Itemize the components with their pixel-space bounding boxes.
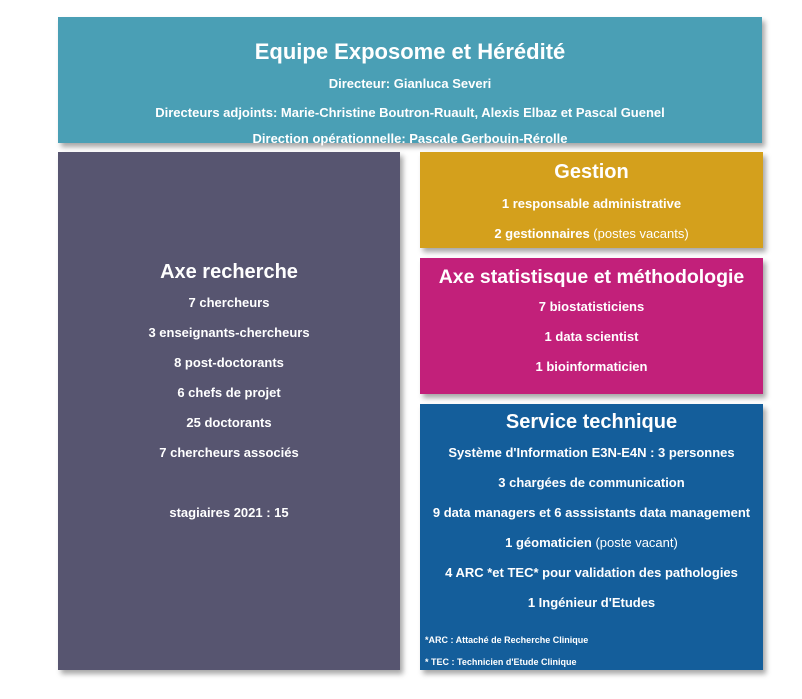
management-line-2-main: 2 gestionnaires [494, 226, 590, 241]
footnote-tec: * TEC : Technicien d'Etude Clinique [425, 657, 577, 667]
geomatician-note: (poste vacant) [591, 535, 678, 550]
research-item: 7 chercheurs [188, 295, 270, 310]
technical-service-box [420, 404, 763, 670]
management-line-1: 1 responsable administrative [501, 196, 682, 211]
research-item: 6 chefs de projet [177, 385, 281, 400]
footnote-arc: *ARC : Attaché de Recherche Clinique [425, 635, 589, 645]
geomatician-main: 1 géomaticien [505, 535, 592, 550]
operational-direction-line: Direction opérationnelle: Pascale Gerbouin-Rérolle [252, 131, 568, 146]
deputy-directors-line: Directeurs adjoints: Marie-Christine Boutron-Ruault, Alexis Elbaz et Pascal Guenel [155, 105, 665, 120]
statistics-item: 1 bioinformaticien [535, 359, 648, 374]
service-item: 4 ARC *et TEC* pour validation des pathologies [445, 565, 738, 580]
statistics-axis-box [420, 258, 763, 394]
management-line-2 [420, 226, 763, 241]
service-item: 1 Ingénieur d'Etudes [527, 595, 656, 610]
service-item: 3 chargées de communication [498, 475, 685, 490]
director-line: Directeur: Gianluca Severi [328, 76, 492, 91]
research-axis-box [58, 152, 400, 670]
service-item-geomatician [420, 535, 763, 550]
interns-line: stagiaires 2021 : 15 [169, 505, 289, 520]
research-item: 8 post-doctorants [174, 355, 284, 370]
management-box [420, 152, 763, 248]
research-item: 7 chercheurs associés [159, 445, 299, 460]
team-header-box [58, 17, 762, 146]
management-title: Gestion [554, 161, 629, 183]
research-axis-title: Axe recherche [160, 261, 298, 283]
service-item: 9 data managers et 6 asssistants data management [432, 505, 751, 520]
technical-service-title: Service technique [505, 411, 678, 433]
team-title: Equipe Exposome et Hérédité [254, 39, 566, 64]
management-line-2-note: (postes vacants) [589, 226, 689, 241]
service-item: Système d'Information E3N-E4N : 3 personnes [448, 445, 735, 460]
research-item: 25 doctorants [186, 415, 272, 430]
statistics-item: 7 biostatisticiens [538, 299, 645, 314]
statistics-axis-title: Axe statistisque et méthodologie [438, 266, 745, 288]
statistics-item: 1 data scientist [544, 329, 639, 344]
research-item: 3 enseignants-chercheurs [148, 325, 310, 340]
